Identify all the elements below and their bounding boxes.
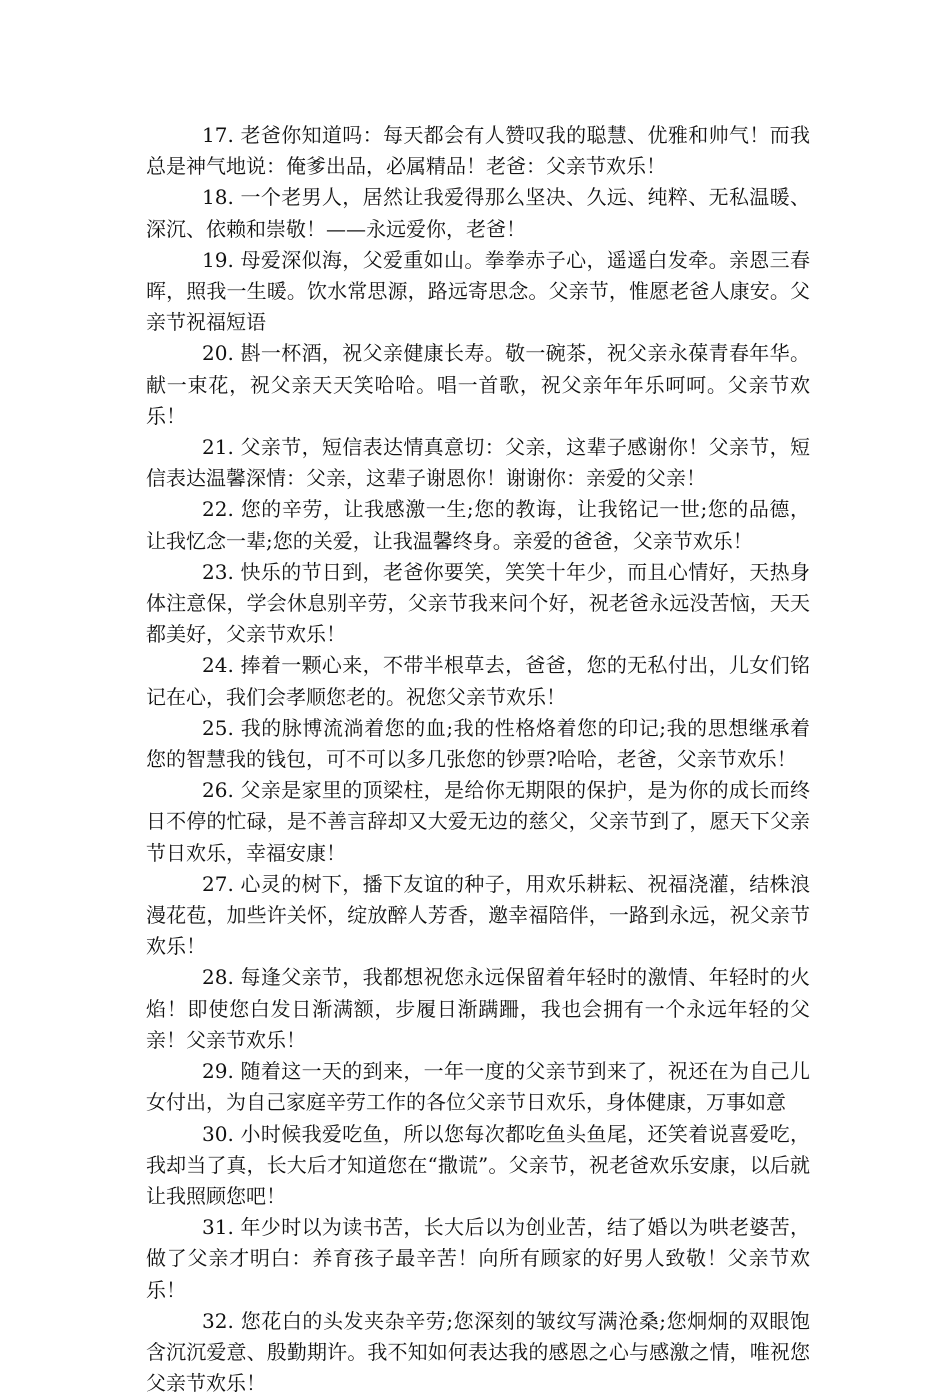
paragraph-29: 29. 随着这一天的到来，一年一度的父亲节到来了，祝还在为自己儿女付出，为自己家庭辛劳工作的各位父亲节日欢乐，身体健康，万事如意 xyxy=(146,1059,810,1115)
paragraph-19: 19. 母爱深似海，父爱重如山。拳拳赤子心，遥遥白发牵。亲恩三春晖，照我一生暖。饮水常思源，路远寄思念。父亲节，惟愿老爸人康安。父亲节祝福短语 xyxy=(146,247,810,335)
paragraph-27: 27. 心灵的树下，播下友谊的种子，用欢乐耕耘、祝福浇灌，结株浪漫花苞，加些许关怀，绽放醉人芳香，邀幸福陪伴，一路到永远，祝父亲节欢乐！ xyxy=(146,871,810,959)
document-body xyxy=(146,120,810,1399)
paragraph-25: 25. 我的脉博流淌着您的血;我的性格烙着您的印记;我的思想继承着您的智慧我的钱包，可不可以多几张您的钞票?哈哈，老爸，父亲节欢乐！ xyxy=(146,715,810,772)
paragraph-28: 28. 每逢父亲节，我都想祝您永远保留着年轻时的激情、年轻时的火焰！即使您白发日渐满额，步履日渐蹒跚，我也会拥有一个永远年轻的父亲！父亲节欢乐！ xyxy=(146,965,810,1052)
paragraph-30: 30. 小时候我爱吃鱼，所以您每次都吃鱼头鱼尾，还笑着说喜爱吃，我却当了真，长大后才知道您在“撒谎”。父亲节，祝老爸欢乐安康，以后就让我照顾您吧！ xyxy=(146,1121,810,1208)
paragraph-23: 23. 快乐的节日到，老爸你要笑，笑笑十年少，而且心情好，天热身体注意保，学会休息别辛劳，父亲节我来问个好，祝老爸永远没苦恼，天天都美好，父亲节欢乐！ xyxy=(146,559,810,647)
paragraph-22: 22. 您的辛劳，让我感激一生;您的教诲，让我铭记一世;您的品德，让我忆念一辈;您的关爱，让我温馨终身。亲爱的爸爸，父亲节欢乐！ xyxy=(146,497,810,553)
paragraph-20: 20. 斟一杯酒，祝父亲健康长寿。敬一碗茶，祝父亲永葆青春年华。献一束花，祝父亲天天笑哈哈。唱一首歌，祝父亲年年乐呵呵。父亲节欢乐！ xyxy=(146,341,810,428)
paragraph-18: 18. 一个老男人，居然让我爱得那么坚决、久远、纯粹、无私温暖、深沉、依赖和崇敬！——永远爱你，老爸！ xyxy=(146,185,810,241)
paragraph-24: 24. 捧着一颗心来，不带半根草去，爸爸，您的无私付出，儿女们铭记在心，我们会孝顺您老的。祝您父亲节欢乐！ xyxy=(146,653,810,709)
paragraph-32: 32. 您花白的头发夹杂辛劳;您深刻的皱纹写满沧桑;您炯炯的双眼饱含沉沉爱意、殷勤期许。我不知如何表达我的感恩之心与感激之情，唯祝您父亲节欢乐！ xyxy=(146,1308,810,1396)
paragraph-17: 17. 老爸你知道吗：每天都会有人赞叹我的聪慧、优雅和帅气！而我总是神气地说：俺爹出品，必属精品！老爸：父亲节欢乐！ xyxy=(146,123,810,179)
paragraph-26: 26. 父亲是家里的顶梁柱，是给你无期限的保护，是为你的成长而终日不停的忙碌，是不善言辞却又大爱无边的慈父，父亲节到了，愿天下父亲节日欢乐，幸福安康！ xyxy=(146,778,810,865)
paragraph-21: 21. 父亲节，短信表达情真意切：父亲，这辈子感谢你！父亲节，短信表达温馨深情：父亲，这辈子谢恩你！谢谢你：亲爱的父亲！ xyxy=(146,435,810,491)
paragraph-31: 31. 年少时以为读书苦，长大后以为创业苦，结了婚以为哄老婆苦，做了父亲才明白：养育孩子最辛苦！向所有顾家的好男人致敬！父亲节欢乐！ xyxy=(146,1215,810,1302)
